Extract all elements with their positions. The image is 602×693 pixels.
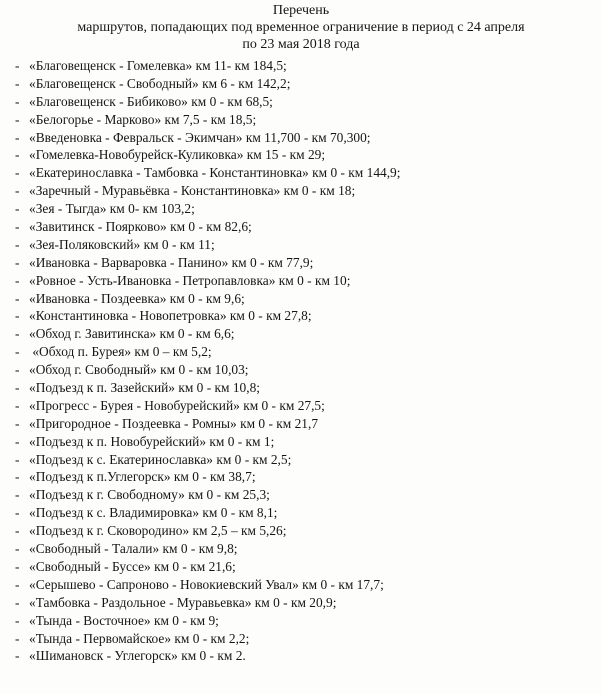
route-name: «Подъезд к г. Сковородино» (29, 523, 190, 539)
route-km-range: км 0 - км 1; (206, 433, 275, 449)
list-bullet: - (15, 308, 20, 324)
document-subtitle-line-1: маршрутов, попадающих под временное ограничение в период с 24 апреля (77, 20, 525, 35)
route-km-range: км 0 - км 77,9; (228, 254, 314, 270)
list-bullet: - (15, 165, 20, 181)
route-item (15, 612, 595, 630)
list-bullet: - (15, 290, 20, 306)
route-name: «Благовещенск - Бибиково» (29, 93, 188, 109)
route-km-range: км 0 - км 21,6; (150, 558, 236, 574)
route-km-range: км 0 - км 38,7; (170, 469, 256, 485)
route-km-range: км 6 - км 142,2; (198, 75, 291, 91)
route-name: «Подъезд к п. Зазейский» (29, 380, 175, 396)
route-item (15, 57, 595, 75)
list-bullet: - (15, 594, 20, 610)
route-name: «Обход г. Завитинска» (29, 326, 157, 342)
route-item (15, 272, 595, 290)
route-km-range: км 0 - км 6,6; (156, 326, 235, 342)
route-km-range: км 0 - км 27,8; (226, 308, 312, 324)
route-km-range: км 7,5 - км 18,5; (161, 111, 257, 127)
route-km-range: км 0 - км 20,9; (251, 594, 337, 610)
list-bullet: - (15, 469, 20, 485)
route-name: «Тамбовка - Раздольное - Муравьевка» (29, 594, 252, 610)
route-item (15, 111, 595, 129)
route-km-range: км 0 - км 11; (140, 236, 215, 252)
list-bullet: - (15, 201, 20, 217)
route-item (15, 325, 595, 343)
route-km-range: км 0 - км 2,5; (212, 451, 292, 467)
list-bullet: - (15, 397, 20, 413)
route-name: «Ивановка - Поздеевка» (29, 290, 167, 306)
list-bullet: - (15, 344, 20, 360)
route-name: «Ровное - Усть-Ивановка - Петропавловка» (29, 272, 276, 288)
route-name: «Подъезд к с. Владимировка» (29, 505, 200, 521)
route-item (15, 93, 595, 111)
route-name: «Свободный - Буссе» (29, 558, 151, 574)
route-km-range: км 0 - км 2,2; (171, 630, 250, 646)
route-name: «Обход г. Свободный» (29, 362, 157, 378)
route-name: «Тында - Восточное» (29, 612, 151, 628)
list-bullet: - (15, 558, 20, 574)
list-bullet: - (15, 487, 20, 503)
route-km-range: км 0 - км 27,5; (239, 397, 325, 413)
list-bullet: - (15, 183, 20, 199)
list-bullet: - (15, 380, 20, 396)
route-item (15, 236, 595, 254)
route-item (15, 397, 595, 415)
route-name: «Подъезд к с. Екатеринославка» (29, 451, 213, 467)
route-name: «Подъезд к п. Новобурейский» (29, 433, 207, 449)
list-bullet: - (15, 111, 20, 127)
route-name: «Ивановка - Варваровка - Панино» (29, 254, 229, 270)
route-item (15, 254, 595, 272)
route-km-range: км 0 - км 9,8; (159, 541, 238, 557)
route-name: «Обход п. Бурея» (29, 344, 132, 360)
route-name: «Пригородное - Поздеевка - Ромны» (29, 415, 237, 431)
route-km-range: км 0 - км 9; (150, 612, 219, 628)
route-km-range: км 0 - км 68,5; (187, 93, 273, 109)
route-km-range: км 0 - км 17,7; (298, 576, 384, 592)
list-bullet: - (15, 147, 20, 163)
route-name: «Прогресс - Бурея - Новобурейский» (29, 397, 240, 413)
route-item (15, 218, 595, 236)
list-bullet: - (15, 523, 20, 539)
list-bullet: - (15, 219, 20, 235)
route-km-range: км 11- км 184,5; (192, 58, 287, 73)
route-item (15, 75, 595, 93)
route-name: «Зея - Тыгда» (29, 201, 107, 217)
route-name: «Завитинск - Поярково» (29, 219, 167, 235)
route-item (15, 290, 595, 308)
route-name: «Подъезд к п.Углегорск» (29, 469, 171, 485)
route-name: «Благовещенск - Гомелевка» (29, 58, 193, 73)
route-item (15, 129, 595, 147)
route-km-range: км 0 - км 18; (280, 183, 356, 199)
list-bullet: - (15, 505, 20, 521)
route-km-range: км 0 - км 10,8; (174, 380, 260, 396)
route-km-range: км 0 - км 2. (177, 648, 246, 664)
route-name: «Гомелевка-Новобурейск-Куликовка» (29, 147, 244, 163)
route-name: «Заречный - Муравьёвка - Константиновка» (29, 183, 281, 199)
list-bullet: - (15, 58, 20, 73)
list-bullet: - (15, 129, 20, 145)
route-item (15, 415, 595, 433)
list-bullet: - (15, 415, 20, 431)
route-item (15, 307, 595, 325)
route-name: «Константиновка - Новопетровка» (29, 308, 227, 324)
route-name: «Екатеринославка - Тамбовка - Константиновка» (29, 165, 309, 181)
list-bullet: - (15, 362, 20, 378)
route-name: «Подъезд к г. Свободному» (29, 487, 185, 503)
route-item (15, 361, 595, 379)
route-km-range: км 0 - км 21,7 (236, 415, 319, 431)
route-name: «Серышево - Сапроново - Новокиевский Увал» (29, 576, 299, 592)
list-bullet: - (15, 541, 20, 557)
route-km-range: км 0 - км 82,6; (166, 219, 252, 235)
route-item (15, 486, 595, 504)
route-name: «Благовещенск - Свободный» (29, 75, 199, 91)
route-km-range: км 0 - км 10; (275, 272, 351, 288)
route-item (15, 343, 595, 361)
document-subtitle-line-2: по 23 мая 2018 года (242, 37, 360, 52)
route-item (15, 594, 595, 612)
route-item (15, 182, 595, 200)
list-bullet: - (15, 576, 20, 592)
route-km-range: км 0 - км 25,3; (184, 487, 270, 503)
route-name: «Зея-Поляковский» (29, 236, 141, 252)
list-bullet: - (15, 451, 20, 467)
route-km-range: км 15 - км 29; (243, 147, 326, 163)
route-item (15, 379, 595, 397)
list-bullet: - (15, 254, 20, 270)
route-km-range: км 0 – км 5,2; (131, 344, 212, 360)
route-name: «Белогорье - Марково» (29, 111, 162, 127)
route-km-range: км 2,5 – км 5,26; (189, 523, 287, 539)
route-km-range: км 11,700 - км 70,300; (242, 129, 371, 145)
list-bullet: - (15, 236, 20, 252)
list-bullet: - (15, 648, 20, 664)
list-bullet: - (15, 630, 20, 646)
list-bullet: - (15, 326, 20, 342)
list-bullet: - (15, 93, 20, 109)
route-km-range: км 0 - км 8,1; (199, 505, 278, 521)
route-name: «Свободный - Талали» (29, 541, 160, 557)
list-bullet: - (15, 612, 20, 628)
route-name: «Шимановск - Углегорск» (29, 648, 178, 664)
route-item (15, 200, 595, 218)
route-km-range: км 0 - км 144,9; (308, 165, 401, 181)
route-km-range: км 0- км 103,2; (106, 201, 195, 217)
route-item (15, 451, 595, 469)
route-km-range: км 0 - км 9,6; (166, 290, 245, 306)
route-item (15, 522, 595, 540)
route-list (15, 57, 595, 665)
route-km-range: км 0 - км 10,03; (156, 362, 249, 378)
route-item (15, 630, 595, 648)
list-bullet: - (15, 75, 20, 91)
list-bullet: - (15, 433, 20, 449)
route-item (15, 164, 595, 182)
route-item (15, 540, 595, 558)
route-name: «Тында - Первомайское» (29, 630, 172, 646)
route-item (15, 647, 595, 665)
route-item (15, 558, 595, 576)
list-bullet: - (15, 272, 20, 288)
route-item (15, 504, 595, 522)
route-name: «Введеновка - Февральск - Экимчан» (29, 129, 243, 145)
route-item (15, 468, 595, 486)
route-item (15, 146, 595, 164)
route-item (15, 433, 595, 451)
route-item (15, 576, 595, 594)
document-title: Перечень (272, 3, 330, 18)
